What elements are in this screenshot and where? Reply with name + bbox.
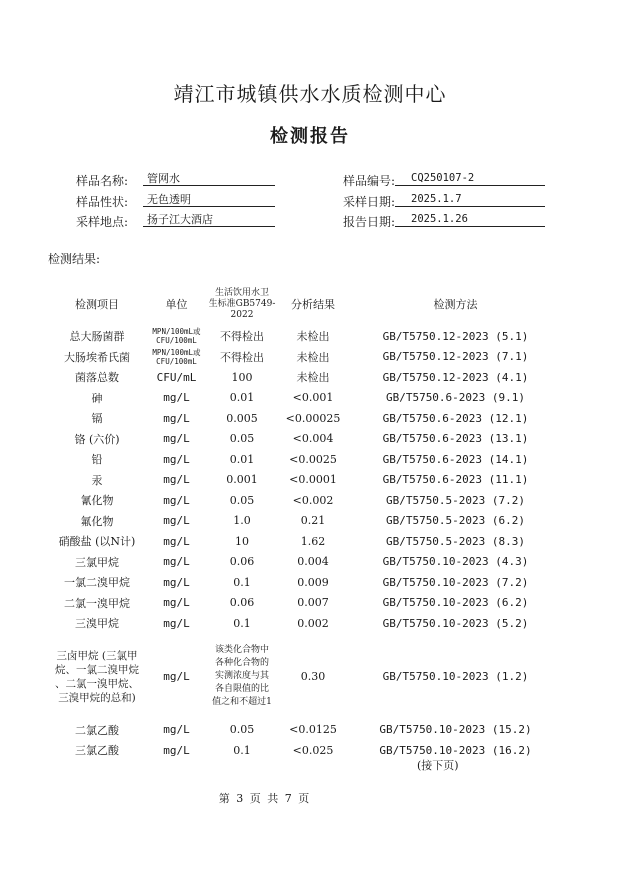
cell-item: 砷: [91, 391, 103, 405]
cell-result: 1.62: [300, 534, 326, 548]
table-row: [45, 429, 565, 450]
cell-unit: mg/L: [163, 411, 190, 425]
header-result: 分析结果: [291, 298, 335, 311]
cell-limit: 0.1: [233, 743, 251, 757]
cell-unit: mg/L: [163, 575, 190, 589]
cell-result: <0.001: [292, 391, 334, 405]
table-row: [45, 552, 565, 573]
cell-unit: mg/L: [163, 616, 190, 630]
cell-unit: CFU/mL: [156, 370, 197, 384]
cell-item-line: 、二氯一溴甲烷、: [55, 677, 139, 690]
cell-unit: mg/L: [163, 473, 190, 487]
sample-property-label: 样品性状:: [76, 195, 129, 209]
cell-result: 0.30: [300, 670, 326, 683]
table-row: [45, 449, 565, 470]
report-date-value: 2025.1.26: [395, 212, 545, 227]
cell-unit: mg/L: [163, 670, 190, 683]
table-row: [45, 367, 565, 388]
sample-name-label: 样品名称:: [76, 174, 129, 188]
cell-limit: 0.06: [229, 596, 255, 610]
cell-item: 铅: [91, 453, 103, 467]
report-title: 检测报告: [270, 126, 350, 147]
cell-method: GB/T5750.6-2023 (11.1): [382, 473, 529, 487]
cell-method: GB/T5750.12-2023 (5.1): [382, 329, 529, 343]
cell-unit: mg/L: [163, 514, 190, 528]
page-number: [0, 790, 528, 806]
cell-limit: [204, 634, 280, 720]
cell-limit: 不得检出: [220, 330, 264, 344]
cell-limit: 0.001: [226, 473, 258, 487]
report-date-label: 报告日期:: [343, 215, 396, 229]
cell-method: GB/T5750.12-2023 (4.1): [382, 370, 529, 384]
sampling-date-value: 2025.1.7: [395, 192, 545, 207]
cell-unit-line: MPN/100mL或: [152, 327, 201, 337]
header-standard: [204, 282, 280, 326]
cell-unit: mg/L: [163, 432, 190, 446]
sampling-site-label: 采样地点:: [76, 215, 129, 229]
cell-result: 0.009: [297, 575, 329, 589]
cell-item: 大肠埃希氏菌: [64, 350, 130, 364]
header-unit: 单位: [165, 298, 188, 311]
cell-unit-line: CFU/100mL: [156, 356, 197, 366]
cell-result: <0.00025: [285, 411, 341, 425]
cell-item: 三氯甲烷: [75, 555, 119, 569]
cell-unit: mg/L: [163, 743, 190, 757]
cell-unit: mg/L: [163, 534, 190, 548]
cell-limit-line: 实测浓度与其: [214, 671, 269, 681]
table-row: [45, 511, 565, 532]
cell-limit-line: 值之和不超过1: [212, 697, 272, 707]
sampling-site-value: 扬子江大酒店: [143, 212, 275, 227]
sample-name-value: 管网水: [143, 171, 275, 186]
cell-item: 菌落总数: [75, 371, 119, 385]
cell-limit: 10: [235, 534, 249, 548]
cell-unit-line: CFU/100mL: [156, 336, 197, 346]
cell-item: 氟化物: [80, 514, 114, 528]
page-mid: 页 共: [249, 792, 279, 805]
cell-result: <0.0125: [289, 723, 337, 737]
cell-method: GB/T5750.10-2023 (1.2): [382, 670, 529, 683]
cell-item: 二氯一溴甲烷: [64, 596, 130, 610]
cell-limit-line: 该类化合物中: [214, 645, 269, 655]
table-row: [45, 531, 565, 552]
cell-item: 三氯乙酸: [75, 744, 119, 758]
sample-no-value: CQ250107-2: [395, 171, 545, 186]
cell-result: 0.21: [300, 514, 326, 528]
sampling-date-label: 采样日期:: [343, 195, 396, 209]
header-standard-line: 生标准GB5749-: [208, 298, 276, 309]
cell-item: 氰化物: [80, 494, 114, 508]
sample-no-label: 样品编号:: [343, 174, 396, 188]
table-header-row: [45, 282, 565, 326]
cell-result: <0.002: [292, 493, 334, 507]
cell-item-line: 三溴甲烷的总和): [58, 691, 136, 704]
cell-item-line: 烷、一氯二溴甲烷: [55, 663, 139, 676]
cell-result: <0.004: [292, 432, 334, 446]
total-pages: 7: [284, 792, 292, 805]
cell-item: [45, 634, 149, 720]
cell-limit: 0.05: [229, 723, 255, 737]
cell-unit: mg/L: [163, 596, 190, 610]
cell-result: 0.007: [297, 596, 329, 610]
cell-method: GB/T5750.6-2023 (14.1): [382, 452, 529, 466]
cell-unit: mg/L: [163, 452, 190, 466]
cell-method: GB/T5750.5-2023 (6.2): [385, 514, 526, 528]
cell-limit: 0.1: [233, 575, 251, 589]
org-title: 靖江市城镇供水水质检测中心: [173, 82, 447, 106]
cell-method: GB/T5750.5-2023 (8.3): [385, 534, 526, 548]
cell-limit: 0.01: [229, 452, 255, 466]
cell-method: GB/T5750.10-2023 (16.2): [379, 743, 532, 757]
cell-result: <0.025: [292, 743, 334, 757]
cell-limit: 100: [231, 370, 253, 384]
cell-limit: 0.05: [229, 432, 255, 446]
cell-result: 未检出: [296, 330, 330, 344]
cell-unit: [149, 326, 204, 347]
cell-unit: [149, 347, 204, 368]
header-standard-line: 生活饮用水卫: [214, 287, 269, 298]
table-row: [45, 613, 565, 634]
cell-limit: 0.01: [229, 391, 255, 405]
cell-method: GB/T5750.10-2023 (4.3): [382, 555, 529, 569]
cell-result: 未检出: [296, 350, 330, 364]
cell-limit: 0.005: [226, 411, 258, 425]
cell-unit: mg/L: [163, 391, 190, 405]
table-row: [45, 720, 565, 741]
cell-item: 总大肠菌群: [69, 330, 125, 344]
cell-result: <0.0001: [289, 473, 337, 487]
cell-limit: 0.1: [233, 616, 251, 630]
cell-item: 汞: [91, 473, 103, 487]
continued-note: (接下页): [417, 759, 459, 772]
table-row: [45, 593, 565, 614]
cell-unit: mg/L: [163, 555, 190, 569]
page-prefix: 第: [218, 792, 230, 805]
cell-limit: 1.0: [233, 514, 251, 528]
header-item: 检测项目: [75, 298, 119, 311]
cell-method: GB/T5750.6-2023 (13.1): [382, 432, 529, 446]
cell-item: 三溴甲烷: [75, 617, 119, 631]
results-table: [45, 282, 565, 761]
table-row: [45, 470, 565, 491]
cell-method: GB/T5750.10-2023 (5.2): [382, 616, 529, 630]
cell-limit: 不得检出: [220, 350, 264, 364]
table-row: [45, 347, 565, 368]
cell-item: 硝酸盐 (以N计): [58, 535, 136, 549]
cell-limit-line: 各自限值的比: [214, 684, 269, 694]
cell-result: 0.002: [297, 616, 329, 630]
table-row: [45, 572, 565, 593]
cell-unit-line: MPN/100mL或: [152, 347, 201, 357]
cell-item: 镉: [91, 412, 103, 426]
current-page: 3: [236, 792, 244, 805]
table-row: [45, 326, 565, 347]
cell-item-line: 三卤甲烷 (三氯甲: [56, 649, 138, 662]
cell-item: 一氯二溴甲烷: [64, 576, 130, 590]
cell-result: 未检出: [296, 371, 330, 385]
cell-result: <0.0025: [289, 452, 337, 466]
cell-method: GB/T5750.10-2023 (7.2): [382, 575, 529, 589]
cell-limit: 0.05: [229, 493, 255, 507]
cell-item: 铬 (六价): [74, 432, 120, 446]
header-standard-line: 2022: [230, 309, 254, 320]
table-row: [45, 740, 565, 761]
cell-method: GB/T5750.10-2023 (6.2): [382, 596, 529, 610]
sample-property-value: 无色透明: [143, 192, 275, 207]
cell-method: GB/T5750.12-2023 (7.1): [382, 350, 529, 364]
table-row: [45, 388, 565, 409]
table-row: [45, 490, 565, 511]
table-row: [45, 634, 565, 720]
cell-unit: mg/L: [163, 723, 190, 737]
cell-result: 0.004: [297, 555, 329, 569]
results-label: 检测结果:: [48, 252, 101, 266]
table-row: [45, 408, 565, 429]
cell-method: GB/T5750.5-2023 (7.2): [385, 493, 526, 507]
cell-limit: 0.06: [229, 555, 255, 569]
cell-method: GB/T5750.6-2023 (12.1): [382, 411, 529, 425]
cell-method: GB/T5750.6-2023 (9.1): [385, 391, 526, 405]
cell-item: 二氯乙酸: [75, 723, 119, 737]
page-suffix: 页: [298, 792, 310, 805]
header-method: 检测方法: [433, 298, 478, 311]
cell-limit-line: 各种化合物的: [214, 658, 269, 668]
cell-method: GB/T5750.10-2023 (15.2): [379, 723, 532, 737]
cell-unit: mg/L: [163, 493, 190, 507]
